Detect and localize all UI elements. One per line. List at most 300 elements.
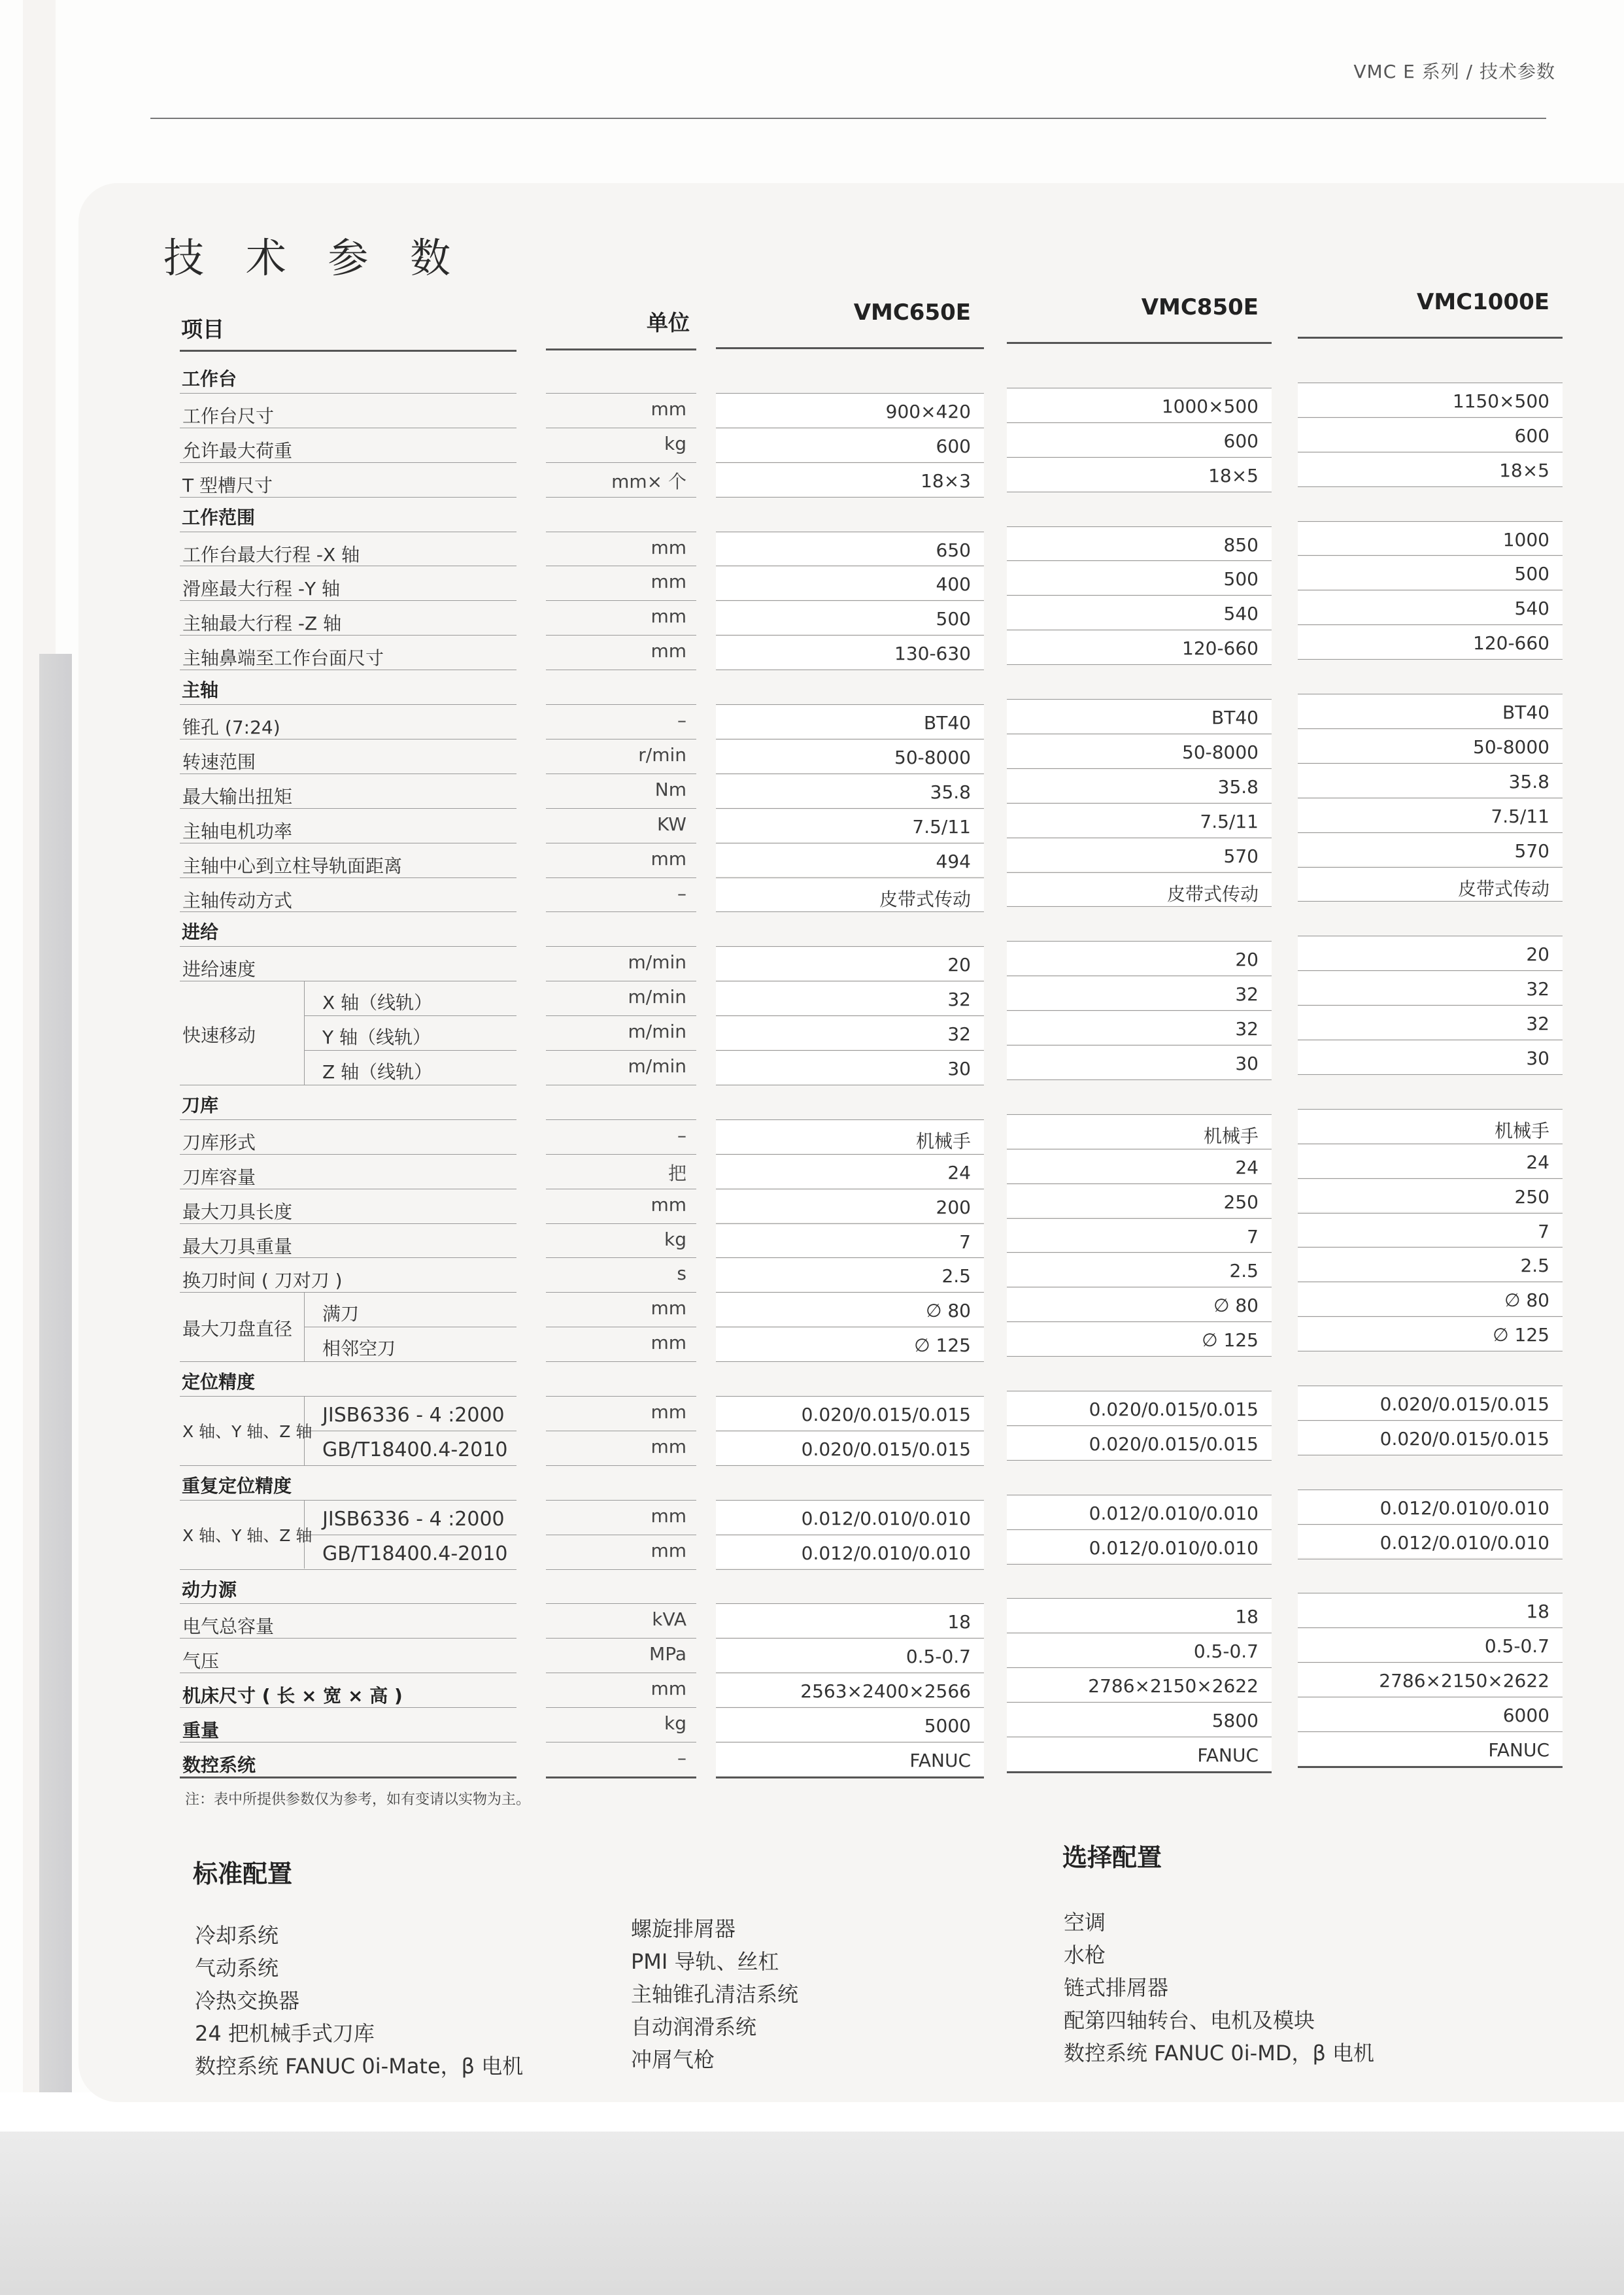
row-divider <box>546 877 696 878</box>
row-sublabel: Z 轴（线轨） <box>322 1061 433 1083</box>
row-sublabel: Y 轴（线轨） <box>322 1027 431 1049</box>
row-divider <box>1007 699 1272 700</box>
row-value: 0.012/0.010/0.010 <box>1089 1537 1259 1559</box>
row-divider <box>1298 417 1563 418</box>
row-label: 转速范围 <box>182 751 256 773</box>
row-unit: – <box>677 1747 686 1769</box>
row-value: 1150×500 <box>1452 390 1549 412</box>
group-label: X 轴、Y 轴、Z 轴 <box>182 1525 313 1545</box>
row-unit: kg <box>664 1712 686 1735</box>
row-sublabel: X 轴（线轨） <box>322 992 433 1014</box>
row-value: 24 <box>947 1161 971 1183</box>
row-divider <box>1007 1010 1272 1011</box>
row-divider <box>716 1396 984 1397</box>
page-title: 技 术 参 数 <box>163 234 465 282</box>
row-value: 0.020/0.015/0.015 <box>1379 1427 1549 1450</box>
standard-config-item: PMI 导轨、丝杠 <box>631 1949 779 1974</box>
row-unit: mm <box>651 398 686 420</box>
row-divider <box>1007 664 1272 665</box>
row-divider <box>1298 486 1563 487</box>
row-label: 主轴最大行程 -Z 轴 <box>182 613 342 635</box>
row-divider <box>716 497 984 498</box>
row-label: 主轴中心到立柱导轨面距离 <box>182 855 403 877</box>
row-unit: Nm <box>654 778 686 800</box>
row-divider <box>1007 1252 1272 1253</box>
row-value: 0.020/0.015/0.015 <box>801 1404 971 1425</box>
standard-config-item: 冷却系统 <box>195 1923 279 1948</box>
row-value: ∅ 80 <box>926 1300 971 1322</box>
row-divider <box>546 600 696 601</box>
row-divider <box>546 739 696 740</box>
row-divider <box>180 1361 516 1362</box>
row-unit: mm <box>651 1504 686 1527</box>
optional-config-item: 水枪 <box>1064 1943 1106 1967</box>
standard-config-item: 自动润滑系统 <box>631 2014 757 2039</box>
row-value: 0.5-0.7 <box>1193 1640 1259 1663</box>
row-divider <box>1298 1316 1563 1317</box>
row-divider <box>1007 1218 1272 1219</box>
row-value: 650 <box>936 539 971 561</box>
row-value: 18 <box>1235 1606 1259 1628</box>
row-value: 130-630 <box>894 643 971 665</box>
row-divider <box>546 1707 696 1708</box>
row-value: 皮带式传动 <box>879 888 971 910</box>
row-divider <box>1298 867 1563 868</box>
row-unit: m/min <box>628 1055 686 1077</box>
row-divider <box>1007 1425 1272 1426</box>
row-value: 30 <box>1235 1053 1259 1074</box>
row-label: 重量 <box>182 1720 220 1742</box>
row-divider <box>1298 1766 1563 1768</box>
row-unit: mm <box>651 847 686 870</box>
row-divider <box>546 393 696 394</box>
row-sublabel: GB/T18400.4-2010 <box>322 1438 508 1461</box>
row-value: 900×420 <box>885 400 971 422</box>
row-value: 2.5 <box>941 1265 971 1287</box>
row-value: 2786×2150×2622 <box>1088 1675 1259 1697</box>
row-divider <box>1298 832 1563 833</box>
row-value: 皮带式传动 <box>1166 883 1259 905</box>
row-value: 200 <box>936 1196 971 1218</box>
row-divider <box>304 1015 516 1016</box>
row-value: 0.012/0.010/0.010 <box>801 1542 971 1564</box>
row-divider <box>1007 1183 1272 1184</box>
row-unit: mm <box>651 1297 686 1319</box>
row-divider <box>716 877 984 878</box>
row-divider <box>1298 659 1563 660</box>
row-unit: 把 <box>668 1162 686 1184</box>
row-label: 机床尺寸 ( 长 × 宽 × 高 ) <box>182 1685 403 1707</box>
row-value: 250 <box>1223 1191 1259 1213</box>
row-value: 0.012/0.010/0.010 <box>801 1507 971 1529</box>
row-divider <box>716 946 984 947</box>
row-value: 50-8000 <box>1473 736 1549 758</box>
row-divider <box>546 704 696 705</box>
row-divider <box>546 1361 696 1362</box>
row-divider <box>716 739 984 740</box>
row-value: 24 <box>1235 1156 1259 1178</box>
row-divider <box>1007 1045 1272 1046</box>
row-unit: mm <box>651 1678 686 1700</box>
row-divider <box>546 808 696 809</box>
optional-config-item: 数控系统 FANUC 0i-MD，β 电机 <box>1064 2041 1375 2066</box>
row-divider <box>546 462 696 463</box>
standard-config-item: 冲屑气枪 <box>631 2047 715 2072</box>
row-divider <box>1007 906 1272 907</box>
row-label: 电气总容量 <box>182 1616 275 1638</box>
row-divider <box>546 1257 696 1258</box>
row-value: BT40 <box>1211 707 1259 728</box>
row-value: 35.8 <box>1508 770 1549 792</box>
row-divider <box>1298 1731 1563 1732</box>
row-value: 120-660 <box>1182 638 1259 660</box>
row-divider <box>716 1569 984 1570</box>
row-divider <box>546 1603 696 1604</box>
header-rule <box>1298 337 1563 339</box>
row-divider <box>1007 1667 1272 1668</box>
row-value: 30 <box>947 1058 971 1080</box>
row-label: T 型槽尺寸 <box>182 474 273 496</box>
standard-config-item: 主轴锥孔清洁系统 <box>631 1982 799 2007</box>
row-divider <box>1298 521 1563 522</box>
row-value: 540 <box>1223 603 1259 625</box>
row-value: 600 <box>1223 430 1259 452</box>
row-divider <box>1007 941 1272 942</box>
row-sublabel: 相邻空刀 <box>322 1338 396 1360</box>
row-divider <box>716 808 984 809</box>
row-divider <box>1007 1114 1272 1115</box>
row-divider <box>716 911 984 912</box>
row-value: 18×5 <box>1208 464 1259 486</box>
row-value: 7 <box>1247 1225 1259 1248</box>
row-divider <box>716 1050 984 1051</box>
row-sublabel: JISB6336 - 4 :2000 <box>322 1507 505 1531</box>
row-value: 18×5 <box>1499 459 1549 481</box>
row-value: 1000 <box>1502 528 1549 551</box>
row-unit: mm× 个 <box>611 470 686 492</box>
row-value: 500 <box>1223 568 1259 590</box>
row-divider <box>546 497 696 498</box>
row-divider <box>546 946 696 947</box>
row-divider <box>546 635 696 636</box>
row-divider <box>180 1569 516 1570</box>
row-divider <box>716 600 984 601</box>
row-label: 主轴电机功率 <box>182 820 293 842</box>
row-sublabel: JISB6336 - 4 :2000 <box>322 1404 505 1427</box>
row-unit: mm <box>651 640 686 662</box>
row-divider <box>1007 422 1272 423</box>
section-heading: 重复定位精度 <box>182 1474 292 1497</box>
row-divider <box>716 704 984 705</box>
row-value: 30 <box>1526 1047 1549 1069</box>
section-heading: 进给 <box>182 921 219 944</box>
row-unit: mm <box>651 1539 686 1561</box>
row-divider <box>1298 728 1563 729</box>
row-value: 2563×2400×2566 <box>800 1680 971 1703</box>
row-divider <box>546 1223 696 1224</box>
row-divider <box>716 1638 984 1639</box>
row-label: 锥孔 (7:24) <box>182 717 280 738</box>
row-value: 50-8000 <box>894 746 971 768</box>
row-unit: mm <box>651 1401 686 1423</box>
row-divider <box>546 1292 696 1293</box>
row-value: 20 <box>947 954 971 976</box>
row-value: 7.5/11 <box>1200 810 1259 832</box>
row-divider <box>716 1292 984 1293</box>
row-divider <box>716 1154 984 1155</box>
row-value: 5800 <box>1211 1710 1259 1732</box>
row-divider <box>1298 1489 1563 1490</box>
row-divider <box>1298 1420 1563 1421</box>
row-divider <box>716 1361 984 1362</box>
row-divider <box>180 1465 516 1466</box>
row-value: 皮带式传动 <box>1457 877 1549 900</box>
row-value: 35.8 <box>1217 775 1259 798</box>
running-head: VMC E 系列 / 技术参数 <box>1353 61 1555 82</box>
row-divider <box>1007 1460 1272 1461</box>
row-divider <box>1298 1627 1563 1628</box>
row-unit: KW <box>656 813 686 835</box>
header-model: VMC850E <box>1141 294 1259 320</box>
row-divider <box>1298 1662 1563 1663</box>
header-rule <box>1007 342 1272 344</box>
row-divider <box>180 946 516 947</box>
row-divider <box>1298 624 1563 625</box>
row-value: 0.5-0.7 <box>905 1646 971 1668</box>
row-divider <box>180 1396 516 1397</box>
row-value: 32 <box>1526 978 1549 1000</box>
row-value: 32 <box>947 1023 971 1046</box>
standard-config-title: 标准配置 <box>193 1860 293 1888</box>
row-unit: mm <box>651 605 686 628</box>
standard-config-item: 冷热交换器 <box>195 1988 300 2013</box>
row-value: 250 <box>1514 1185 1549 1208</box>
row-unit: MPa <box>649 1643 686 1665</box>
row-unit: – <box>677 709 686 731</box>
row-unit: kVA <box>652 1608 686 1631</box>
row-value: 500 <box>1514 563 1549 585</box>
page-bottom-shadow <box>0 2125 1624 2295</box>
row-value: 0.012/0.010/0.010 <box>1089 1502 1259 1524</box>
row-value: 机械手 <box>915 1130 971 1152</box>
row-label: 最大输出扭矩 <box>182 785 293 808</box>
row-value: BT40 <box>1502 702 1549 723</box>
row-unit: – <box>677 1124 686 1146</box>
standard-config-item: 螺旋排屑器 <box>631 1916 736 1941</box>
row-unit: mm <box>651 1193 686 1216</box>
standard-config-item: 气动系统 <box>195 1956 279 1980</box>
table-footnote: 注：表中所提供参数仅为参考，如有变请以实物为主。 <box>185 1792 531 1808</box>
optional-config-item: 空调 <box>1064 1910 1106 1935</box>
row-divider <box>1007 768 1272 769</box>
row-divider <box>546 911 696 912</box>
group-divider <box>304 981 305 1085</box>
row-value: 500 <box>936 608 971 630</box>
row-divider <box>546 1015 696 1016</box>
row-divider <box>546 1500 696 1501</box>
header-divider <box>150 118 1546 119</box>
row-value: 0.5-0.7 <box>1484 1635 1549 1658</box>
section-heading: 主轴 <box>182 679 219 702</box>
row-divider <box>1007 1598 1272 1599</box>
row-divider <box>716 1776 984 1778</box>
group-label: 快速移动 <box>182 1024 256 1046</box>
optional-config-item: 链式排屑器 <box>1064 1975 1169 2000</box>
row-value: 18 <box>1526 1601 1549 1623</box>
section-heading: 刀库 <box>182 1094 219 1116</box>
standard-config-item: 24 把机械手式刀库 <box>195 2021 375 2046</box>
row-label: 最大刀具长度 <box>182 1200 293 1223</box>
row-divider <box>546 1396 696 1397</box>
row-divider <box>1007 1564 1272 1565</box>
optional-config-item: 配第四轴转台、电机及模块 <box>1064 2008 1315 2033</box>
row-value: 7 <box>959 1231 971 1253</box>
header-rule <box>716 347 984 349</box>
row-value: 540 <box>1514 598 1549 620</box>
row-divider <box>1298 1005 1563 1006</box>
row-value: 18×3 <box>921 469 971 492</box>
row-divider <box>546 1119 696 1120</box>
row-value: 20 <box>1235 949 1259 971</box>
row-divider <box>1298 382 1563 383</box>
row-value: 0.020/0.015/0.015 <box>1379 1393 1549 1415</box>
row-label: 滑座最大行程 -Y 轴 <box>182 578 341 600</box>
row-divider <box>1007 803 1272 804</box>
row-divider <box>716 1500 984 1501</box>
row-label: 气压 <box>182 1650 220 1673</box>
row-divider <box>546 1050 696 1051</box>
row-value: FANUC <box>1488 1739 1549 1761</box>
row-unit: mm <box>651 1332 686 1354</box>
row-divider <box>716 1707 984 1708</box>
row-value: 0.020/0.015/0.015 <box>1089 1433 1259 1455</box>
row-divider <box>1007 560 1272 561</box>
row-value: 24 <box>1526 1151 1549 1173</box>
row-value: 6000 <box>1502 1705 1549 1727</box>
row-value: 7 <box>1538 1220 1549 1242</box>
row-divider <box>1298 970 1563 971</box>
row-value: 0.012/0.010/0.010 <box>1379 1531 1549 1554</box>
row-unit: mm <box>651 536 686 558</box>
row-divider <box>546 1569 696 1570</box>
optional-config-title: 选择配置 <box>1062 1843 1162 1872</box>
group-label: 最大刀盘直径 <box>182 1318 293 1340</box>
row-divider <box>1007 1321 1272 1322</box>
row-divider <box>1007 1529 1272 1530</box>
row-divider <box>716 635 984 636</box>
header-rule <box>180 350 516 352</box>
row-divider <box>1007 457 1272 458</box>
row-divider <box>716 462 984 463</box>
row-unit: mm <box>651 571 686 593</box>
section-heading: 工作范围 <box>182 506 256 528</box>
header-model: VMC1000E <box>1417 289 1549 315</box>
row-value: 32 <box>947 989 971 1011</box>
row-divider <box>1007 872 1272 873</box>
row-divider <box>546 1638 696 1639</box>
row-value: 7.5/11 <box>912 815 971 838</box>
row-sublabel: 满刀 <box>322 1303 360 1325</box>
standard-config-item: 数控系统 FANUC 0i-Mate，β 电机 <box>195 2054 524 2079</box>
row-value: 494 <box>936 850 971 872</box>
row-divider <box>180 1603 516 1604</box>
row-divider <box>1298 1524 1563 1525</box>
row-divider <box>1007 1702 1272 1703</box>
row-unit: m/min <box>628 1021 686 1043</box>
row-value: 5000 <box>924 1715 971 1737</box>
row-unit: m/min <box>628 986 686 1008</box>
row-value: 600 <box>1514 424 1549 447</box>
group-divider <box>304 1292 305 1361</box>
row-divider <box>180 704 516 705</box>
row-value: ∅ 125 <box>1493 1324 1549 1346</box>
row-divider <box>1007 595 1272 596</box>
row-label: 工作台最大行程 -X 轴 <box>182 543 360 566</box>
row-value: ∅ 125 <box>1202 1329 1259 1352</box>
row-divider <box>546 1776 696 1778</box>
row-value: 32 <box>1235 1018 1259 1040</box>
row-value: 50-8000 <box>1182 741 1259 763</box>
row-divider <box>716 1257 984 1258</box>
row-divider <box>716 1603 984 1604</box>
row-unit: m/min <box>628 951 686 974</box>
row-divider <box>716 1015 984 1016</box>
row-value: 32 <box>1526 1013 1549 1035</box>
header-item: 项目 <box>181 316 224 342</box>
row-divider <box>716 393 984 394</box>
row-value: 570 <box>1514 840 1549 862</box>
row-divider <box>716 1223 984 1224</box>
row-divider <box>304 1050 516 1051</box>
row-unit: s <box>677 1263 686 1285</box>
row-sublabel: GB/T18400.4-2010 <box>322 1542 508 1565</box>
row-value: ∅ 125 <box>914 1334 971 1357</box>
row-value: ∅ 80 <box>1504 1289 1549 1312</box>
row-unit: r/min <box>638 743 686 766</box>
row-value: 0.020/0.015/0.015 <box>801 1438 971 1460</box>
row-divider <box>180 1119 516 1120</box>
section-heading: 定位精度 <box>182 1371 256 1393</box>
row-value: 850 <box>1223 534 1259 556</box>
row-value: 2786×2150×2622 <box>1379 1670 1549 1692</box>
row-divider <box>716 1465 984 1466</box>
row-label: 主轴鼻端至工作台面尺寸 <box>182 647 384 670</box>
row-label: 刀库形式 <box>182 1131 256 1153</box>
row-value: 1000×500 <box>1161 395 1259 417</box>
row-value: 18 <box>947 1611 971 1633</box>
row-label: 工作台尺寸 <box>182 405 275 427</box>
row-value: 400 <box>936 573 971 596</box>
row-label: 换刀时间 ( 刀对刀 ) <box>182 1270 343 1292</box>
row-unit: kg <box>664 432 686 454</box>
section-heading: 工作台 <box>182 368 237 390</box>
row-value: 2.5 <box>1229 1260 1259 1282</box>
row-value: ∅ 80 <box>1213 1295 1259 1317</box>
row-value: 600 <box>936 435 971 457</box>
row-divider <box>546 1154 696 1155</box>
row-divider <box>1298 1213 1563 1214</box>
group-label: X 轴、Y 轴、Z 轴 <box>182 1421 313 1441</box>
row-label: 数控系统 <box>182 1754 256 1776</box>
row-value: FANUC <box>909 1750 971 1771</box>
row-unit: kg <box>664 1228 686 1250</box>
row-value: 7.5/11 <box>1491 805 1549 827</box>
row-value: BT40 <box>924 712 971 734</box>
row-divider <box>1007 1356 1272 1357</box>
header-unit: 单位 <box>647 310 690 335</box>
row-divider <box>716 1119 984 1120</box>
row-divider <box>1298 555 1563 556</box>
